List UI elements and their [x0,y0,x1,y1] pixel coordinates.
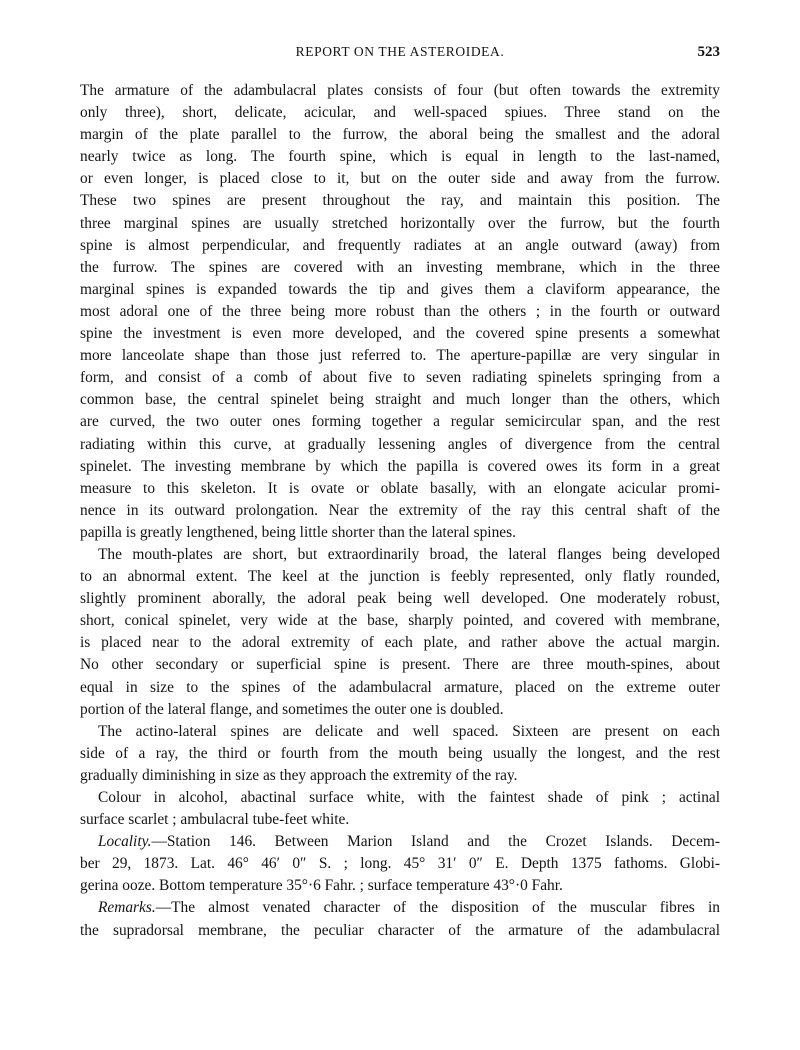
text-line: to an abnormal extent. The keel at the junction is feebly represented, only flatly rounded, [80,568,720,586]
text-line: spine the investment is even more developed, and the covered spine presents a somewhat [80,325,720,343]
paragraph-locality [80,831,720,897]
body-text [80,80,720,942]
text-line: common base, the central spinelet being straight and much longer than the others, which [80,391,720,409]
text-line: only three), short, delicate, acicular, and well-spaced spiues. Three stand on the [80,104,720,122]
text-line: The mouth-plates are short, but extraordinarily broad, the lateral flanges being developed [98,545,720,563]
text-line: margin of the plate parallel to the furrow, the aboral being the smallest and the adoral [80,126,720,144]
locality-label: Locality. [98,833,152,851]
remarks-label: Remarks. [98,899,156,917]
text-line: Colour in alcohol, abactinal surface white, with the faintest shade of pink ; actinal [98,789,720,806]
text-line: or even longer, is placed close to it, but on the outer side and away from the furrow. [80,170,720,188]
text-line: marginal spines is expanded towards the tip and gives them a claviform appearance, the [80,280,720,298]
paragraph-remarks [80,897,720,941]
text-line: nence in its outward prolongation. Near the extremity of the ray this central shaft of the [80,501,720,519]
text-line: form, and consist of a comb of about five to seven radiating spinelets springing from a [80,369,720,387]
text-line: Remarks.—The almost venated character of the disposition of the muscular fibres in [98,899,720,917]
paragraph-mouth-plates [80,544,720,721]
text-line: ber 29, 1873. Lat. 46° 46′ 0″ S. ; long. 45° 31′ 0″ E. Depth 1375 fathoms. Globi- [80,855,720,873]
text-line: side of a ray, the third or fourth from the mouth being usually the longest, and the rest [80,744,720,762]
text-line: papilla is greatly lengthened, being little shorter than the lateral spines. [80,523,516,541]
text-line: the supradorsal membrane, the peculiar character of the armature of the adambulacral [80,921,720,939]
text-line: more lanceolate shape than those just referred to. The aperture-papillæ are very singular in [80,347,720,365]
text-line: spine is almost perpendicular, and frequently radiates at an angle outward (away) from [80,236,720,254]
text-line: short, conical spinelet, very wide at the base, sharply pointed, and covered with membrane, [80,612,720,630]
running-head [80,44,720,66]
text-line: These two spines are present throughout the ray, and maintain this position. The [80,192,720,210]
text-line: the furrow. The spines are covered with an investing membrane, which in the three [80,258,720,276]
text-line: nearly twice as long. The fourth spine, which is equal in length to the last-named, [80,148,720,166]
text-line: portion of the lateral flange, and sometimes the outer one is doubled. [80,700,504,718]
text-line: gerina ooze. Bottom temperature 35°·6 Fahr. ; surface temperature 43°·0 Fahr. [80,877,563,895]
text-line: slightly prominent aborally, the adoral peak being well developed. One moderately robust, [80,590,720,608]
text-line: The actino-lateral spines are delicate and well spaced. Sixteen are present on each [98,722,720,740]
text-line: three marginal spines are usually stretched horizontally over the furrow, but the fourth [80,214,720,232]
text-line: equal in size to the spines of the adambulacral armature, placed on the extreme outer [80,678,720,696]
text-line: Locality.—Station 146. Between Marion Island and the Crozet Islands. Decem- [98,833,720,851]
paragraph-colour [80,787,720,831]
text-line: surface scarlet ; ambulacral tube-feet white. [80,811,350,829]
paragraph-adambulacral-armature [80,80,720,544]
text-line: most adoral one of the three being more robust than the others ; in the fourth or outward [80,302,720,320]
text-line: radiating within this curve, at gradually lessening angles of divergence from the central [80,435,720,453]
text-line: No other secondary or superficial spine is present. There are three mouth-spines, about [80,656,720,674]
running-title: REPORT ON THE ASTEROIDEA. [295,44,505,59]
paragraph-actino-lateral-spines [80,721,720,787]
text-line: measure to this skeleton. It is ovate or oblate basally, with an elongate acicular promi- [80,479,720,497]
text-line: The armature of the adambulacral plates consists of four (but often towards the extremity [80,82,720,99]
text-line: is placed near to the adoral extremity of each plate, and rather above the actual margin. [80,634,720,652]
text-line: gradually diminishing in size as they approach the extremity of the ray. [80,766,518,784]
text-line: spinelet. The investing membrane by which the papilla is covered owes its form in a great [80,457,720,475]
page-number: 523 [697,44,720,60]
text-line: are curved, the two outer ones forming together a regular semicircular span, and the rest [80,413,720,431]
